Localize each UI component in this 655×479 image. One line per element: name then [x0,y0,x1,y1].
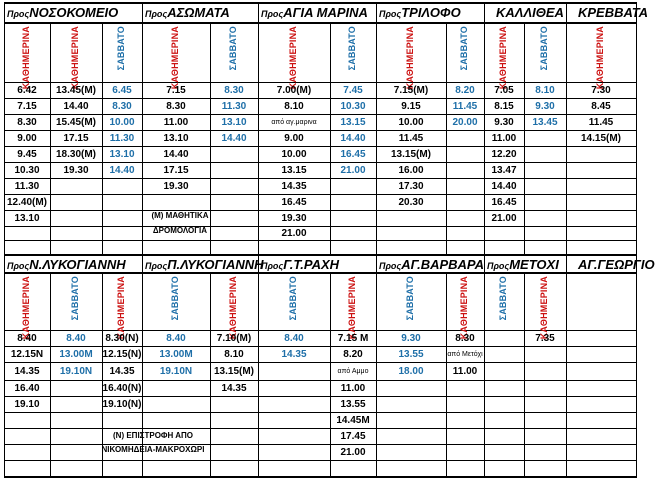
bottom-time-cell: 16.40(N) [102,383,142,394]
bottom-time-cell: 14.35 [109,366,135,377]
top-time-cell: 17.15 [163,165,189,176]
top-time-cell: 11.30 [109,133,135,144]
top-time-cell: 13.10 [163,133,189,144]
top-time-cell: 13.10 [221,117,247,128]
top-time-cell: 21.00 [281,228,307,239]
top-destination-header [261,5,368,20]
top-time-cell: 7.15(M) [393,85,429,96]
top-time-cell: 11.00 [491,133,517,144]
bottom-time-cell: 12.15(N) [102,349,142,360]
top-time-cell: 6.42 [17,85,37,96]
saturday-label: ΣΑΒΒΑΤΟ [347,26,357,71]
pros-label: Προς [7,9,30,19]
top-time-cell: 14.15(M) [580,133,621,144]
destination-name: Γ.Τ.ΡΑΧΗ [283,257,340,272]
daily-label: ΚΑΘΗΜΕΡΙΝΑ [405,26,415,90]
top-column-divider [446,22,447,254]
top-time-cell: 9.00 [17,133,37,144]
top-destination-header [379,5,461,20]
bottom-time-cell: 19.10N [59,366,93,377]
pros-label: Προς [379,261,402,271]
top-time-cell: 13.45(M) [55,85,96,96]
top-time-cell: 7.45 [343,85,363,96]
bottom-group-divider [484,254,485,477]
top-time-cell: 8.20 [455,85,475,96]
top-time-cell: 17.15 [63,133,89,144]
destination-name: ΑΓ.ΓΕΩΡΓΙΟ [578,257,655,272]
top-column-divider [524,22,525,254]
top-time-cell: 16.45 [281,197,307,208]
bottom-destination-header [261,257,339,272]
destination-name: ΑΓΙΑ ΜΑΡΙΝΑ [283,5,368,20]
saturday-label: ΣΑΒΒΑΤΟ [170,276,180,321]
saturday-label: ΣΑΒΒΑΤΟ [539,26,549,71]
bottom-destination-header [487,257,559,272]
destination-name: ΑΓ.ΒΑΡΒΑΡΑ [401,257,485,272]
top-time-cell: 13.15 [340,117,366,128]
bottom-group-divider [258,254,259,477]
top-row-rule [4,240,637,241]
top-time-cell: 9.30 [494,117,514,128]
bottom-time-cell: 14.45M [336,415,370,426]
top-time-cell: 14.35 [281,181,307,192]
top-time-cell: 14.40 [63,101,89,112]
destination-name: ΤΡΙΛΟΦΟ [401,5,461,20]
destination-name: ΚΑΛΛΙΘΕΑ [496,5,564,20]
top-time-cell: 8.30 [224,85,244,96]
saturday-label: ΣΑΒΒΑΤΟ [498,276,508,321]
top-time-cell: 12.40(M) [6,197,47,208]
bottom-time-cell: 21.00 [340,447,366,458]
top-header-rule [4,22,637,24]
top-time-cell: 10.00 [398,117,424,128]
top-time-cell: 14.40 [340,133,366,144]
top-time-cell: 15.45(M) [55,117,96,128]
bottom-time-cell: 13.00M [159,349,193,360]
pros-label: Προς [145,261,168,271]
top-time-cell: 16.45 [491,197,517,208]
bottom-row-rule [4,460,637,461]
bottom-time-cell: 14.35 [221,383,247,394]
destination-name: Π.ΛΥΚΟΓΙΑΝΝΗ [167,257,264,272]
bottom-destination-header [145,257,264,272]
top-note-line1: (Μ) ΜΑΘΗΤΙΚΑ [151,211,209,220]
destination-name: ΚΡΕΒΒΑΤΑ [578,5,649,20]
top-time-cell: από αγ.μαρινα [271,119,317,126]
saturday-label: ΣΑΒΒΑΤΟ [288,276,298,321]
daily-label: ΚΑΘΗΜΕΡΙΝΑ [116,276,126,340]
top-time-cell: 21.00 [340,165,366,176]
top-time-cell: 8.45 [591,101,611,112]
top-time-cell: 13.47 [491,165,517,176]
top-time-cell: 8.30 [17,117,37,128]
bottom-time-cell: 7.10(M) [216,333,252,344]
bottom-time-cell: 19.10 [14,399,40,410]
pros-label: Προς [261,9,284,19]
saturday-label: ΣΑΒΒΑΤΟ [116,26,126,71]
top-row-rule [4,130,637,131]
bottom-row-rule [4,346,637,347]
top-row-rule [4,146,637,147]
top-time-cell: 9.30 [535,101,555,112]
bottom-time-cell: 8.10 [224,349,244,360]
top-time-cell: 8.10 [535,85,555,96]
top-destination-header [578,5,648,20]
top-time-cell: 19.30 [63,165,89,176]
bottom-time-cell: 13.00M [59,349,93,360]
top-time-cell: 13.10 [109,149,135,160]
pros-label: Προς [261,261,284,271]
bottom-time-cell: 7.15 M [337,333,369,344]
top-time-cell: 13.45 [532,117,558,128]
top-time-cell: 11.00 [163,117,189,128]
top-time-cell: 9.45 [17,149,37,160]
top-row-rule [4,210,637,211]
saturday-label: ΣΑΒΒΑΤΟ [459,26,469,71]
daily-label: ΚΑΘΗΜΕΡΙΝΑ [459,276,469,340]
top-time-cell: 8.30 [112,101,132,112]
top-time-cell: 16.45 [340,149,366,160]
top-time-cell: 7.05 [494,85,514,96]
top-row-rule [4,178,637,179]
top-destination-header [496,5,564,20]
bottom-time-cell: 14.35 [14,366,40,377]
top-time-cell: 13.15 [281,165,307,176]
bottom-time-cell: 14.35 [281,349,307,360]
top-time-cell: 11.45 [398,133,424,144]
top-time-cell: 7.30 [591,85,611,96]
pros-label: Προς [145,9,168,19]
bottom-time-cell: 8.20 [343,349,363,360]
daily-label: ΚΑΘΗΜΕΡΙΝΑ [539,276,549,340]
top-time-cell: 8.10 [284,101,304,112]
pros-label: Προς [487,261,510,271]
top-destination-header [145,5,230,20]
top-time-cell: 19.30 [163,181,189,192]
daily-label: ΚΑΘΗΜΕΡΙΝΑ [70,26,80,90]
bottom-time-cell: 18.00 [398,366,424,377]
top-time-cell: 19.30 [281,213,307,224]
top-time-cell: 10.00 [109,117,135,128]
bottom-top-rule [4,254,637,256]
bottom-time-cell: 11.00 [452,366,478,377]
top-time-cell: 14.40 [491,181,517,192]
bottom-time-cell: 9.30 [401,333,421,344]
bottom-time-cell: 16.40 [14,383,40,394]
bottom-time-cell: 8.40 [284,333,304,344]
bottom-time-cell: 13.55 [340,399,366,410]
destination-name: Ν.ΛΥΚΟΓΙΑΝΝΗ [29,257,126,272]
daily-label: ΚΑΘΗΜΕΡΙΝΑ [595,26,605,90]
top-note-line2: ΔΡΟΜΟΛΟΓΙΑ [152,226,208,235]
top-time-cell: 7.00(M) [276,85,312,96]
top-row-rule [4,226,637,227]
bottom-destination-header [379,257,484,272]
top-row-rule [4,162,637,163]
top-time-cell: 8.15 [494,101,514,112]
daily-label: ΚΑΘΗΜΕΡΙΝΑ [170,26,180,90]
top-time-cell: 7.15 [166,85,186,96]
bottom-header-rule [4,272,637,274]
top-time-cell: 10.30 [14,165,40,176]
top-time-cell: 9.15 [401,101,421,112]
saturday-label: ΣΑΒΒΑΤΟ [70,276,80,321]
bottom-row-rule [4,477,637,478]
destination-name: ΑΣΩΜΑΤΑ [167,5,230,20]
top-destination-header [7,5,118,20]
bottom-destination-header [7,257,126,272]
bottom-note-line1: (Ν) ΕΠΙΣΤΡΟΦΗ ΑΠΟ [113,431,193,440]
top-time-cell: 20.30 [398,197,424,208]
bottom-time-cell: 7.35 [535,333,555,344]
pros-label: Προς [379,9,402,19]
top-time-cell: 11.45 [452,101,478,112]
bottom-time-cell: από Αμμο [337,368,369,375]
bottom-row-rule [4,362,637,363]
top-time-cell: 11.30 [14,181,40,192]
bottom-column-divider [524,272,525,477]
top-time-cell: 12.20 [491,149,517,160]
destination-name: ΜΕΤΟΧΙ [509,257,559,272]
bottom-time-cell: 19.10(N) [102,399,142,410]
top-time-cell: 14.40 [163,149,189,160]
top-time-cell: 6.45 [112,85,132,96]
daily-label: ΚΑΘΗΜΕΡΙΝΑ [21,26,31,90]
top-row-rule [4,194,637,195]
bottom-note-line2: ΝΙΚΟΜΗΔΕΙΑ-ΜΑΚΡΟΧΩΡΙ [101,445,205,454]
daily-label: ΚΑΘΗΜΕΡΙΝΑ [21,276,31,340]
bottom-row-rule [4,412,637,413]
bottom-time-cell: 13.55 [398,349,424,360]
top-time-cell: 13.15(M) [390,149,431,160]
top-time-cell: 10.00 [281,149,307,160]
destination-name: ΝΟΣΟΚΟΜΕΙΟ [29,5,119,20]
bottom-destination-header [578,257,655,272]
bottom-time-cell: από Μετόχι [447,351,483,358]
top-row-rule [4,114,637,115]
top-time-cell: 20.00 [452,117,478,128]
bottom-time-cell: 19.10N [159,366,193,377]
top-time-cell: 21.00 [491,213,517,224]
bottom-row-rule [4,396,637,397]
top-time-cell: 13.10 [14,213,40,224]
saturday-label: ΣΑΒΒΑΤΟ [405,276,415,321]
daily-label: ΚΑΘΗΜΕΡΙΝΑ [498,26,508,90]
top-time-cell: 11.30 [221,101,247,112]
pros-label: Προς [7,261,30,271]
bottom-time-cell: 11.00 [340,383,366,394]
bottom-time-cell: 8.30(N) [105,333,139,344]
top-row-rule [4,98,637,99]
daily-label: ΚΑΘΗΜΕΡΙΝΑ [228,276,238,340]
bottom-time-cell: 17.45 [340,431,366,442]
top-time-cell: 16.00 [398,165,424,176]
top-label-rule [4,82,637,83]
top-time-cell: 17.30 [398,181,424,192]
top-time-cell: 10.30 [340,101,366,112]
bottom-time-cell: 8.30 [455,333,475,344]
top-time-cell: 11.45 [588,117,614,128]
bottom-time-cell: 12.15N [10,349,44,360]
daily-label: ΚΑΘΗΜΕΡΙΝΑ [288,26,298,90]
bottom-time-cell: 8.40 [17,333,37,344]
top-time-cell: 14.40 [221,133,247,144]
top-time-cell: 9.00 [284,133,304,144]
bottom-group-divider [566,254,567,477]
top-time-cell: 7.15 [17,101,37,112]
bottom-row-rule [4,428,637,429]
saturday-label: ΣΑΒΒΑΤΟ [228,26,238,71]
daily-label: ΚΑΘΗΜΕΡΙΝΑ [347,276,357,340]
top-time-cell: 18.30(M) [55,149,96,160]
bottom-row-rule [4,380,637,381]
frame-top [4,2,637,4]
top-time-cell: 14.40 [109,165,135,176]
bottom-time-cell: 8.40 [66,333,86,344]
top-time-cell: 8.30 [166,101,186,112]
bottom-time-cell: 8.40 [166,333,186,344]
bottom-time-cell: 13.15(M) [213,366,254,377]
